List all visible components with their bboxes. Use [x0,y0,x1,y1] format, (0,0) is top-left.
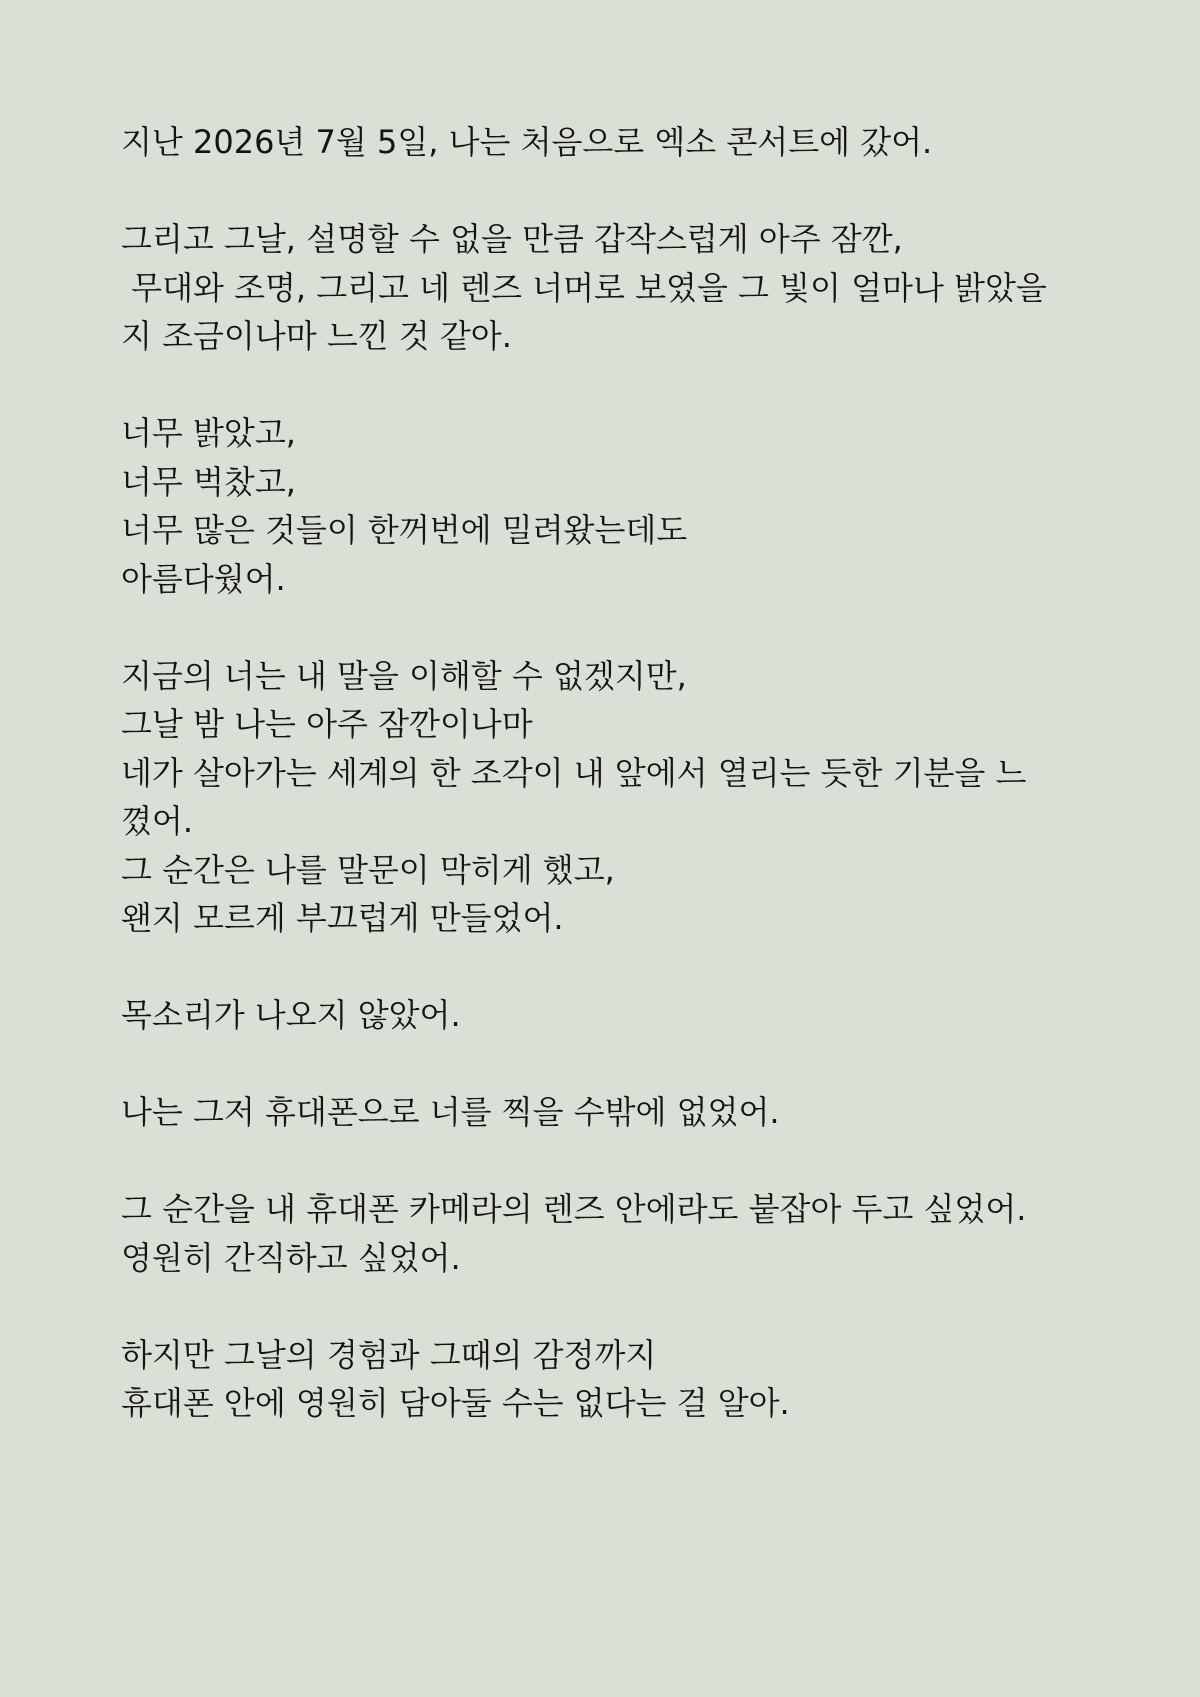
paragraph-3 [121,409,1081,603]
text-line: 너무 많은 것들이 한꺼번에 밀려왔는데도 [121,511,688,549]
text-line: 무대와 조명, 그리고 네 렌즈 너머로 보였을 그 빛이 얼마나 밝았을 [121,268,1047,307]
text-line: 지난 2026년 7월 5일, 나는 처음으로 엑소 콘서트에 갔어. [121,123,933,161]
text-line: 휴대폰 안에 영원히 담아둘 수는 없다는 걸 알아. [121,1384,790,1422]
paragraph-1 [121,118,1081,167]
letter-text-block [121,118,1081,1476]
text-line: 그 순간은 나를 말문이 막히게 했고, [121,850,615,889]
text-line: 네가 살아가는 세계의 한 조각이 내 앞에서 열리는 듯한 기분을 느 [121,753,1027,792]
paragraph-4 [121,652,1081,943]
text-line: 그 순간을 내 휴대폰 카메라의 렌즈 안에라도 붙잡아 두고 싶었어. [121,1190,1027,1228]
paragraph-8 [121,1331,1081,1428]
paragraph-6 [121,1088,1081,1137]
text-line: 하지만 그날의 경험과 그때의 감정까지 [121,1335,657,1374]
text-line: 너무 밝았고, [121,414,296,452]
text-line: 영원히 간직하고 싶었어. [121,1238,461,1277]
text-line: 꼈어. [121,802,193,840]
text-line: 목소리가 나오지 않았어. [121,996,461,1034]
text-line: 지 조금이나마 느낀 것 같아. [121,317,512,355]
text-line: 너무 벅찼고, [121,462,296,501]
text-line: 그리고 그날, 설명할 수 없을 만큼 갑작스럽게 아주 잠깐, [121,220,903,258]
paragraph-5 [121,991,1081,1040]
paragraph-2 [121,215,1081,361]
text-line: 나는 그저 휴대폰으로 너를 찍을 수밖에 없었어. [121,1093,780,1131]
paragraph-7 [121,1185,1081,1282]
text-line: 왠지 모르게 부끄럽게 만들었어. [121,899,564,937]
text-line: 지금의 너는 내 말을 이해할 수 없겠지만, [121,656,687,695]
text-line: 그날 밤 나는 아주 잠깐이나마 [121,705,533,743]
text-line: 아름다웠어. [121,559,286,598]
